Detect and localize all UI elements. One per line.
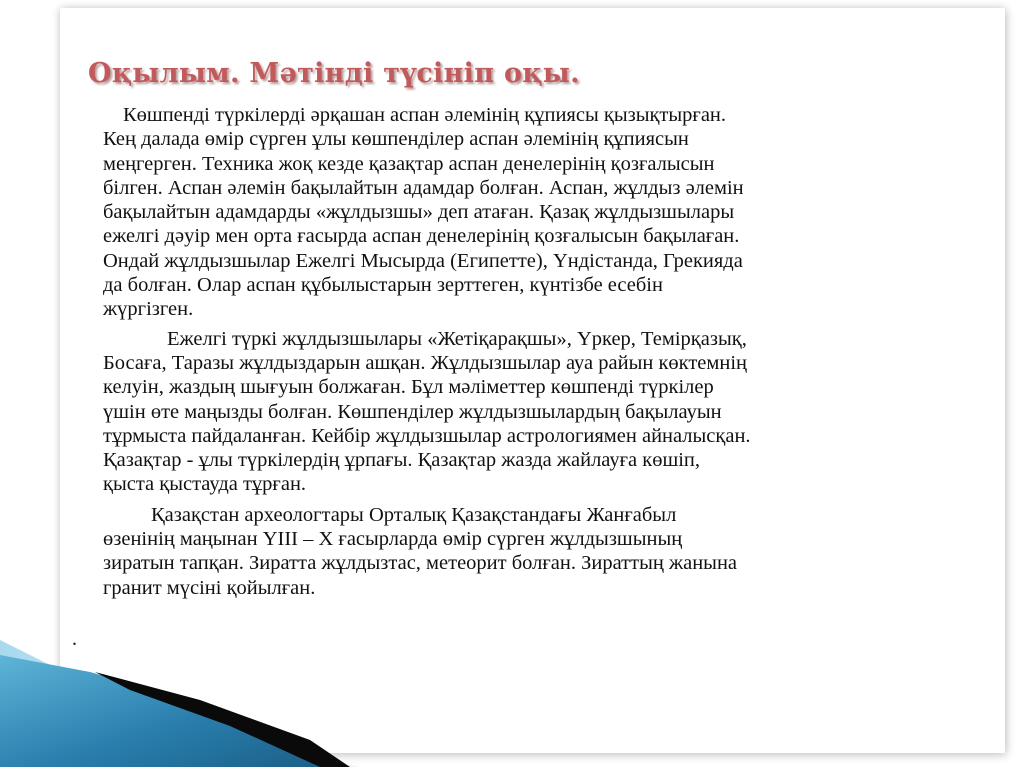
slide-title: Оқылым. Мәтінді түсініп оқы.	[88, 58, 580, 89]
paragraph-2: Ежелгі түркі жұлдызшылары «Жетіқарақшы», Үркер, Темірқазық, Босаға, Таразы жұлдыздарын ашқан. Жұлдызшылар ауа райын көктемнің келуін, жаздың шығуын болжаған. Бұл мәліметтер көшпенді түркілер үшін өте маңызды болған. Көшпенділер жұлдызшылардың бақылауын тұрмыста пайдаланған. Кейбір жұлдызшылар астрологиямен айналысқан. Қазақтар - ұлы түркілердің ұрпағы. Қазақтар жазда жайлауға көшіп, қыста қыстауда тұрған.	[103, 327, 751, 496]
bullet-marker: .	[72, 628, 77, 650]
paragraph-1: Көшпенді түркілерді әрқашан аспан әлемінің құпиясы қызықтырған. Кең далада өмір сүрген ұлы көшпенділер аспан әлемінің құпиясын меңгерген. Техника жоқ кезде қазақтар аспан денелерінің қозғалысын білген. Аспан әлемін бақылайтын адамдар болған. Аспан, жұлдыз әлемін бақылайтын адамдарды «жұлдызшы» деп атаған. Қазақ жұлдызшылары ежелгі дәуір мен орта ғасырда аспан денелерінің қозғалысын бақылаған. Ондай жұлдызшылар Ежелгі Мысырда (Египетте), Үндістанда, Грекияда да болған. Олар аспан құбылыстарын зерттеген, күнтізбе есебін жүргізген.	[103, 104, 744, 321]
paragraph-3: Қазақстан археологтары Орталық Қазақстандағы Жанғабыл өзенінің маңынан YIII – Х ғасырларда өмір сүрген жұлдызшының зиратын тапқан. Зиратта жұлдызтас, метеорит болған. Зираттың жанына гранит мүсіні қойылған.	[103, 503, 738, 599]
